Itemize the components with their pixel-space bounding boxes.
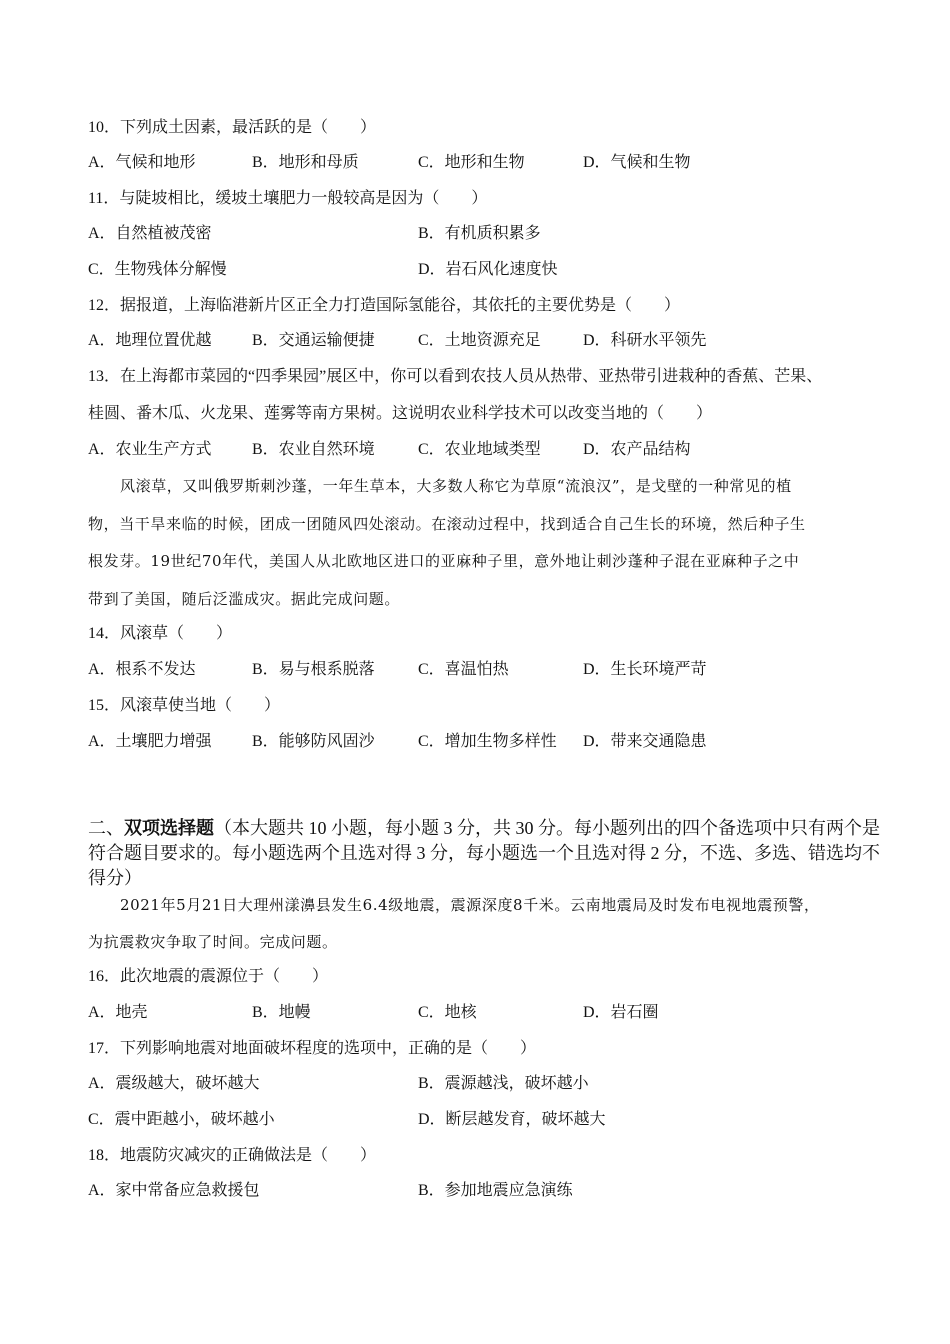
question-15-stem: 15．风滚草使当地（ ） [88,697,281,714]
question-13-stem-line-1: 13．在上海都市菜园的“四季果园”展区中，你可以看到农技人员从热带、亚热带引进栽种的香蕉、芒果、 [88,368,823,385]
passage-1-line-1: 风滚草，又叫俄罗斯刺沙蓬，一年生草本，大多数人称它为草原“流浪汉”，是戈壁的一种常见的植 [120,477,792,495]
question-16-option-c: C．地核 [418,1004,477,1021]
question-13-option-b: B．农业自然环境 [252,441,375,458]
question-11-option-a: A．自然植被茂密 [88,225,212,242]
question-10-option-a: A．气候和地形 [88,154,196,171]
question-12-stem: 12．据报道，上海临港新片区正全力打造国际氢能谷，其依托的主要优势是（ ） [88,297,681,314]
question-11-stem: 11．与陡坡相比，缓坡土壤肥力一般较高是因为（ ） [88,190,488,207]
question-10-option-d: D．气候和生物 [583,154,691,171]
question-16-option-b: B．地幔 [252,1004,311,1021]
question-12-option-a: A．地理位置优越 [88,332,212,349]
question-15-option-c: C．增加生物多样性 [418,733,557,750]
question-14-option-d: D．生长环境严苛 [583,661,707,678]
question-13-option-c: C．农业地域类型 [418,441,541,458]
section-2-header [88,816,888,891]
question-10-option-c: C．地形和生物 [418,154,525,171]
question-13-option-d: D．农产品结构 [583,441,691,458]
question-13-stem-line-2: 桂圆、番木瓜、火龙果、莲雾等南方果树。这说明农业科学技术可以改变当地的（ ） [88,405,713,422]
section-2-prefix: 二、 [88,818,124,838]
section-2-description: （本大题共 10 小题，每小题 3 分，共 30 分。每小题列出的四个备选项中只有两个是符合题目要求的。每小题选两个且选对得 3 分，每小题选一个且选对得 2 分，不选、多选、错选均不得分） [88,818,880,888]
question-15-option-b: B．能够防风固沙 [252,733,375,750]
question-17-option-c: C．震中距越小，破坏越小 [88,1111,275,1128]
question-18-stem: 18．地震防灾减灾的正确做法是（ ） [88,1147,377,1164]
question-17-stem: 17．下列影响地震对地面破坏程度的选项中，正确的是（ ） [88,1040,537,1057]
question-17-option-b: B．震源越浅，破坏越小 [418,1075,589,1092]
passage-1-line-4: 带到了美国，随后泛滥成灾。据此完成问题。 [88,590,401,608]
question-10-option-b: B．地形和母质 [252,154,359,171]
passage-1-line-2: 物，当干旱来临的时候，团成一团随风四处滚动。在滚动过程中，找到适合自己生长的环境，然后种子生 [88,515,806,533]
question-15-option-a: A．土壤肥力增强 [88,733,212,750]
question-12-option-c: C．土地资源充足 [418,332,541,349]
question-14-stem: 14．风滚草（ ） [88,625,233,642]
question-16-option-d: D．岩石圈 [583,1004,659,1021]
question-15-option-d: D．带来交通隐患 [583,733,707,750]
question-11-option-d: D．岩石风化速度快 [418,261,558,278]
passage-2-line-1: 2021年5月21日大理州漾濞县发生6.4级地震，震源深度8千米。云南地震局及时发布电视地震预警， [120,896,820,914]
question-11-option-c: C．生物残体分解慢 [88,261,227,278]
question-12-option-b: B．交通运输便捷 [252,332,375,349]
passage-2-line-2: 为抗震救灾争取了时间。完成问题。 [88,933,338,951]
question-12-option-d: D．科研水平领先 [583,332,707,349]
question-18-option-b: B．参加地震应急演练 [418,1182,573,1199]
question-17-option-d: D．断层越发育，破坏越大 [418,1111,606,1128]
question-14-option-c: C．喜温怕热 [418,661,509,678]
question-10-stem: 10．下列成土因素，最活跃的是（ ） [88,119,377,136]
passage-1-line-3: 根发芽。19世纪70年代，美国人从北欧地区进口的亚麻种子里，意外地让刺沙蓬种子混在亚麻种子之中 [88,552,800,570]
question-11-option-b: B．有机质积累多 [418,225,541,242]
question-13-option-a: A．农业生产方式 [88,441,212,458]
section-2-title: 双项选择题 [124,818,214,838]
question-14-option-a: A．根系不发达 [88,661,196,678]
question-14-option-b: B．易与根系脱落 [252,661,375,678]
question-17-option-a: A．震级越大，破坏越大 [88,1075,260,1092]
question-16-option-a: A．地壳 [88,1004,148,1021]
question-16-stem: 16．此次地震的震源位于（ ） [88,968,329,985]
question-18-option-a: A．家中常备应急救援包 [88,1182,260,1199]
